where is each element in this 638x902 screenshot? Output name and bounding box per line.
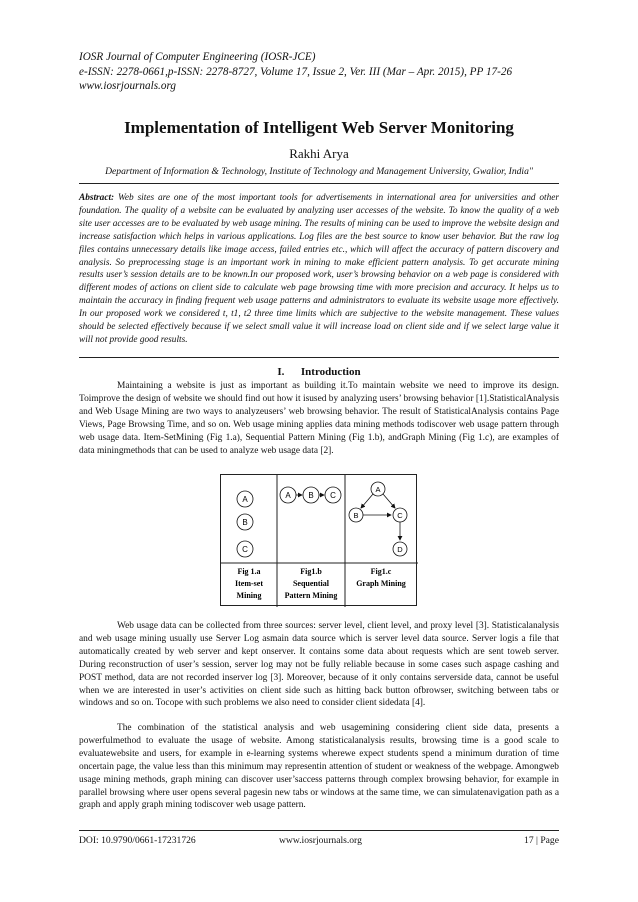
- paragraph-2: Web usage data can be collected from three sources: server level, client level, and proxy level [3]. Statisticalanalysis and web usage mining usually use Server Log asmain data source which is server level data source. Server logis a file that automatically created by web server and kept onserver. It contains some data about requests which are sent toweb server. During reconstruction of user’s session, server log may not be fully reliable because in some cases such aspage cashing and POST method, data are not recorded inserver log [3]. Moreover, because of it only contains serverside data, cannot be useful when we are interested in user’s activities on client side such as hitting back button ofbrowser, switching between tabs or windows and so on. Tocope with such problems we also need to consider client sidedata [4].: [79, 621, 559, 709]
- abstract: [79, 192, 559, 347]
- section-number: I.: [277, 366, 285, 378]
- paragraph-3: The combination of the statistical analysis and web usagemining considering client side data, presents a powerfulmethod to evaluate the usage of website. Among statisticalanalysis results, browsing time is a good scale to evaluatewebsite and users, for example in e-learning systems wherewe expect students spend a minimum duration of time oncertain page, the value less than this minimum may representin attention of student or weakness of the webpage. Amongweb usage mining methods, graph mining can discover user’saccess patterns through complex browsing behavior, for example in parallel browsing where user opens several pagesin new tabs or windows at the same time, we can simulatenavigation path as a graph and apply graph mining todiscover web usage pattern.: [79, 723, 559, 811]
- edge-c-a-b: [361, 494, 373, 508]
- panel-c-node-a-label: A: [375, 485, 381, 494]
- caption-b-1: Fig1.b: [300, 567, 322, 576]
- abstract-bottom-rule: [79, 357, 559, 358]
- journal-issn: e-ISSN: 2278-0661,p-ISSN: 2278-8727, Volume 17, Issue 2, Ver. III (Mar – Apr. 2015), PP 17-26: [79, 65, 513, 78]
- panel-c-node-b-label: B: [353, 511, 359, 520]
- panel-c-node-c-label: C: [397, 511, 403, 520]
- footer-page-number: 17 | Page: [524, 835, 559, 846]
- caption-a-2: Item-set: [235, 579, 263, 588]
- panel-a-nodes: [237, 491, 253, 557]
- journal-name: IOSR Journal of Computer Engineering (IOSR-JCE): [79, 51, 316, 63]
- section-title: Introduction: [300, 366, 361, 378]
- journal-header: [79, 50, 579, 94]
- section-heading: [79, 366, 559, 378]
- panel-c-nodes: [349, 482, 407, 556]
- author-name: Rakhi Arya: [289, 146, 349, 161]
- paragraph-1: Maintaining a website is just as important as building it.To maintain website we need to improve its design. Toimprove the design of website we should find out how it isused by analyzing users’ browsing behavior [1].StatisticalAnalysis and Web Usage Mining are two ways to analyzeusers’ web browsing behavior. The result of StatisticalAnalysis contains Page Views, Page Browsing Time, and so on. Web usage mining applies data mining methods todiscover web usage pattern through web usage data. Item-SetMining (Fig 1.a), Sequential Pattern Mining (Fig 1.b), andGraph Mining (Fig 1.c), are examples of data miningmethods that can be used to analyze web usage data [2].: [79, 381, 559, 456]
- abstract-text: Web sites are one of the most important tools for advertisements in international area for universities and other foundation. The quality of a website can be evaluated by analyzing user accesses of the website. To know the quality of a web site user accesses are to be evaluated by web usage mining. The results of mining can be used to improve the website design and increase satisfaction which helps in various applications. Log files are the best source to know user behavior. But the raw log files contains unnecessary details like image access, failed entries etc., which will affect the accuracy of pattern discovery and analysis. So preprocessing stage is an important work in mining to make efficient pattern analysis. To get accurate mining results user’s session details are to be known.In our proposed work, user’s browsing behavior on a web page is considered with different modes of actions on client side to calculate web page browsing time with more precision and accuracy. It helps us to maintain the accuracy in finding frequent web usage patterns and administrators to evaluate its website usage more effectively. In our proposed work we considered t, t1, t2 three time limits which are subjective to the website management. These values should be selected effectively because if we select small value it will increase load on client side and if we select large value it will not provide good results.: [79, 193, 559, 345]
- panel-a-node-b-label: B: [242, 518, 248, 527]
- caption-a-1: Fig 1.a: [237, 567, 261, 576]
- footer-site: www.iosrjournals.org: [279, 835, 362, 846]
- panel-b-node-a-label: A: [285, 491, 291, 500]
- footer-doi: DOI: 10.9790/0661-17231726: [79, 835, 196, 846]
- journal-url: www.iosrjournals.org: [79, 80, 176, 92]
- panel-c-node-d-label: D: [397, 545, 403, 554]
- panel-a-node-c-label: C: [242, 545, 248, 554]
- caption-c-1: Fig1.c: [370, 567, 392, 576]
- author-affiliation: Department of Information & Technology, Institute of Technology and Management University, Gwalior, India": [105, 166, 533, 177]
- caption-a-3: Mining: [236, 591, 262, 600]
- caption-c-2: Graph Mining: [356, 579, 406, 588]
- figure-1: [220, 474, 417, 606]
- panel-b-node-b-label: B: [308, 491, 314, 500]
- caption-b-2: Sequential: [292, 579, 330, 588]
- edge-c-a-c: [383, 494, 395, 508]
- abstract-top-rule: [79, 183, 559, 184]
- figure-1-graphic: [221, 475, 418, 607]
- panel-b-nodes: [280, 487, 341, 503]
- figure-captions: [235, 567, 406, 600]
- paper-title: Implementation of Intelligent Web Server Monitoring: [124, 118, 514, 137]
- panel-a-node-a-label: A: [242, 495, 248, 504]
- panel-b-node-c-label: C: [330, 491, 336, 500]
- caption-b-3: Pattern Mining: [284, 591, 338, 600]
- footer-rule: [79, 830, 559, 831]
- abstract-label: Abstract:: [79, 193, 115, 203]
